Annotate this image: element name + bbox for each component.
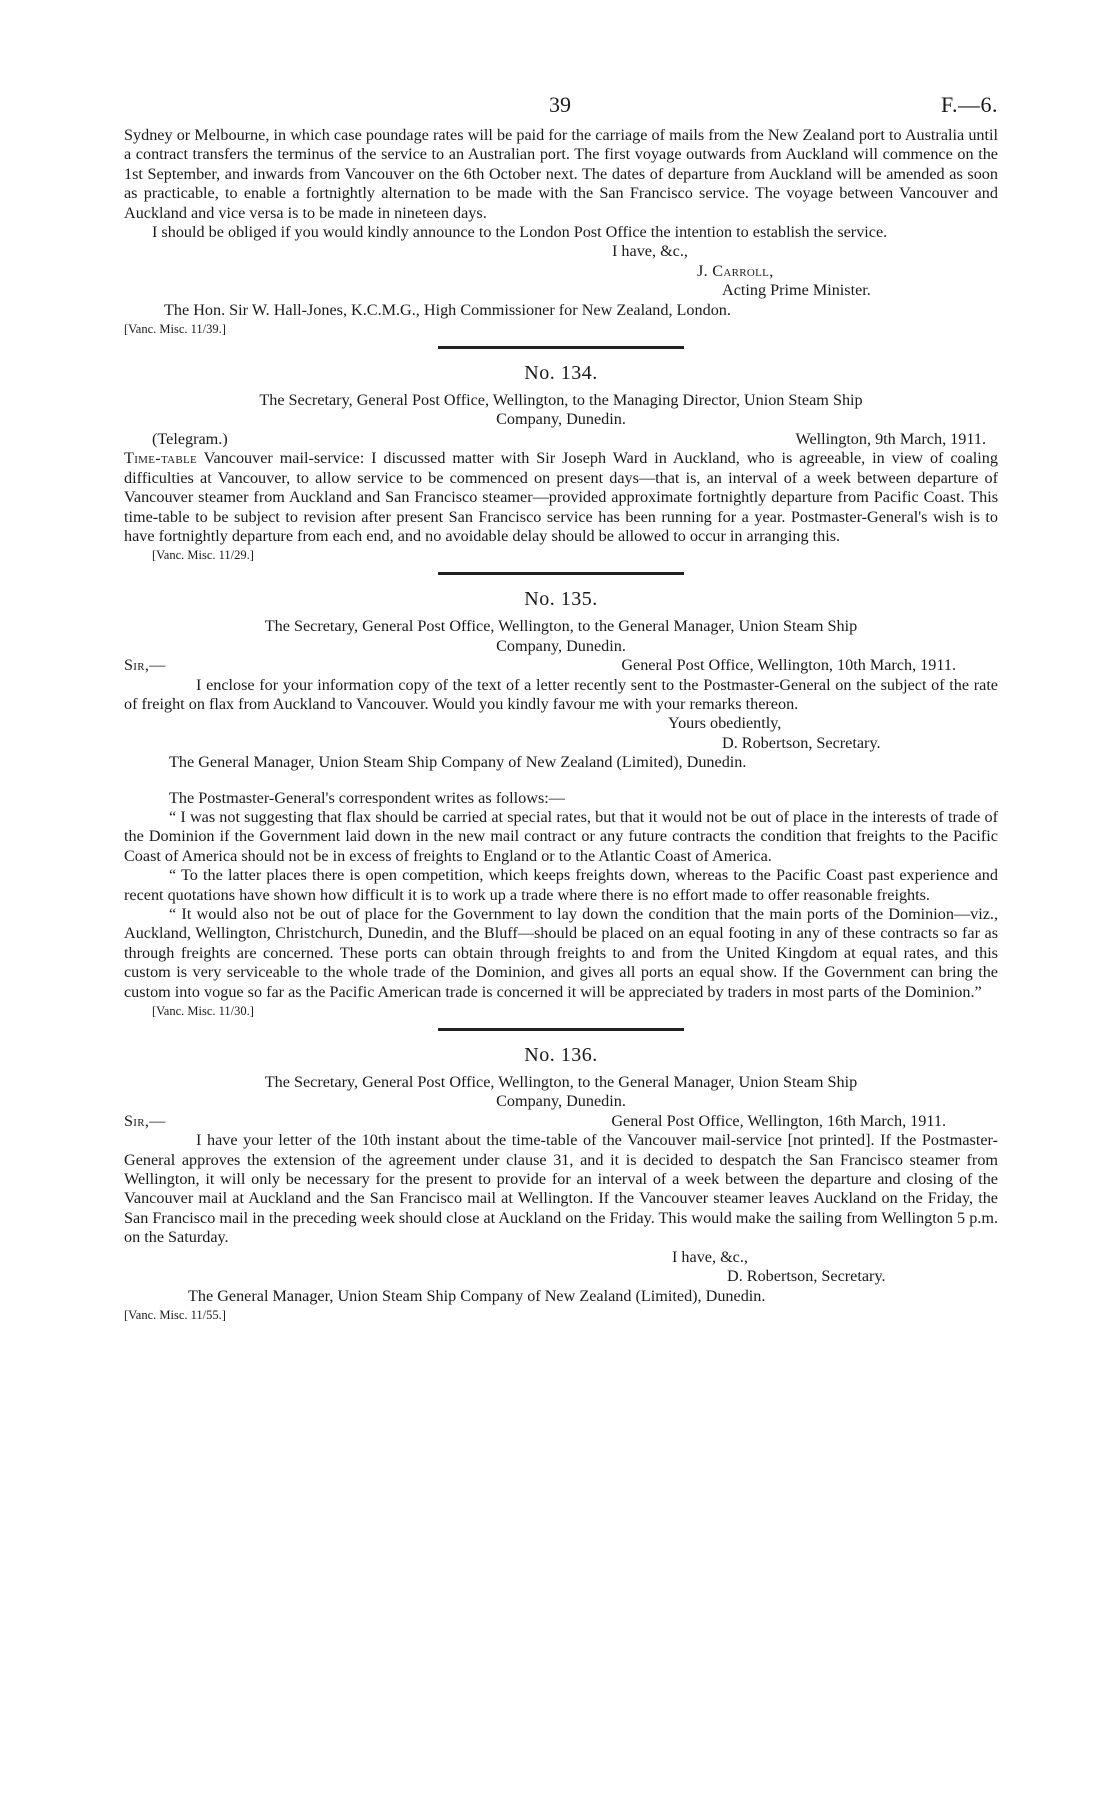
from-to-line-2: Company, Dunedin. [496,1092,626,1111]
body-lead: Time-table [124,449,197,468]
letter-no-136 [124,1043,998,1324]
file-reference: [Vanc. Misc. 11/30.] [152,1004,254,1019]
letter-body: I have your letter of the 10th instant about the time-table of the Vancouver mail-service [not printed]. If the Postmaster-General approves the extension of the agreement under clause 31, and it is decided to despatch the San Francisco steamer from Wellington, it will only be necessary for the present to provide for an interval of a week between the departure and closing of the Vancouver mail at Auckland and the San Francisco mail at Wellington. If the Vancouver steamer leaves Auckland on the Friday, the San Francisco mail in the preceding week should close at Auckland on the Friday. This would make the sailing from Wellington 5 p.m. on the Saturday. [124,1131,998,1247]
salutation-date-row [124,656,998,675]
section-divider [438,572,684,575]
letter-heading: No. 134. [524,362,598,385]
addressee: The Hon. Sir W. Hall-Jones, K.C.M.G., High Commissioner for New Zealand, London. [164,300,731,319]
signature-name: J. Carroll, [697,261,774,280]
quote-paragraph-3: “ It would also not be out of place for the Government to lay down the condition that the main ports of the Dominion—viz., Auckland, Wellington, Christchurch, Dunedin, and the Bluff—should be placed on an equal footing in any of these contracts so far as through freights are concerned. These ports can obtain through freights to and from the United Kingdom at equal rates, and this custom is very serviceable to the whole trade of the Dominion, and gives all ports an equal show. If the Government can bring the custom into vogue so far as the Pacific American trade is concerned it will be appreciated by traders in most parts of the Dominion.” [124,905,998,1001]
document-page [124,92,998,1324]
enclosure-intro: The Postmaster-General's correspondent writes as follows:— [169,788,565,807]
letter-date: General Post Office, Wellington, 10th March, 1911. [621,656,956,675]
continued-paragraph-2: I should be obliged if you would kindly announce to the London Post Office the intention to establish the service. [152,223,888,242]
continued-letter [124,126,998,338]
salutation: Sir,— [124,656,166,675]
body-text: Vancouver mail-service: I discussed matter with Sir Joseph Ward in Auckland, who is agreeable, in view of coaling difficulties at Vancouver, to allow service to be commenced on present days—that is, an interval of a week between departure of Vancouver steamer from Auckland and San Francisco steamer—provided approximate fortnightly departure from Pacific Coast. This time-table to be subject to revision after present San Francisco service has been running for a year. Postmaster-General's wish is to have fortnightly departure from each end, and no avoidable delay should be allowed to occur in arranging this. [124,449,998,545]
letter-date: Wellington, 9th March, 1911. [795,429,986,448]
from-to-line: The Secretary, General Post Office, Wellington, to the General Manager, Union Steam Ship [264,617,858,636]
letter-date: General Post Office, Wellington, 16th March, 1911. [611,1111,946,1130]
from-to-line-2: Company, Dunedin. [496,636,626,655]
type-date-row [124,430,998,449]
addressee: The General Manager, Union Steam Ship Company of New Zealand (Limited), Dunedin. [169,753,747,772]
signature: D. Robertson, Secretary. [727,1267,886,1286]
letter-heading: No. 136. [524,1044,598,1067]
letter-body: I enclose for your information copy of the text of a letter recently sent to the Postmaster-General on the subject of the rate of freight on flax from Auckland to Vancouver. Would you kindly favour me with your remarks thereon. [124,675,998,713]
file-reference: [Vanc. Misc. 11/55.] [124,1307,226,1322]
closing: Yours obediently, [668,714,782,733]
letter-body [124,449,998,546]
signature: D. Robertson, Secretary. [722,733,881,752]
page-header [124,92,998,126]
from-to-line-2: Company, Dunedin. [496,410,626,429]
page-number: 39 [549,92,571,117]
quote-paragraph: “ I was not suggesting that flax should be carried at special rates, but that it would not be out of place in the interests of trade of the Dominion if the Government laid down in the new mail contract or any future contracts the condition that freights to the Pacific Coast of America should not be in excess of freights to England or to the Atlantic Coast of America. [124,807,998,865]
quote-paragraph-2: “ To the latter places there is open competition, which keeps freights down, whereas to the Pacific Coast past experience and recent quotations have shown how difficult it is to work up a trade where there is no effort made to offer reasonable freights. [124,866,998,904]
continued-paragraph: Sydney or Melbourne, in which case poundage rates will be paid for the carriage of mails from the New Zealand port to Australia until a contract transfers the terminus of the service to an Australian port. The first voyage outwards from Auckland will commence on the 1st September, and inwards from Vancouver on the 6th October next. The dates of departure from Auckland will be amended as soon as practicable, to enable a fortnightly alternation to be made with the San Francisco service. The voyage between Vancouver and Auckland and vice versa is to be made in nineteen days. [124,126,998,222]
salutation: Sir,— [124,1111,166,1130]
closing: I have, &c., [672,1247,748,1266]
from-to-line: The Secretary, General Post Office, Wellington, to the Managing Director, Union Steam Ship [259,391,863,410]
salutation-date-row [124,1112,998,1131]
file-reference: [Vanc. Misc. 11/29.] [152,548,254,563]
signature-title: Acting Prime Minister. [722,281,871,300]
from-to-line: The Secretary, General Post Office, Wellington, to the General Manager, Union Steam Ship [264,1073,858,1092]
section-divider [438,346,684,349]
letter-type: (Telegram.) [152,429,228,448]
letter-no-135 [124,587,998,1020]
file-reference: [Vanc. Misc. 11/39.] [124,322,226,337]
document-reference: F.—6. [941,92,998,117]
letter-heading: No. 135. [524,588,598,611]
section-divider [438,1028,684,1031]
closing: I have, &c., [612,242,688,261]
letter-no-134 [124,361,998,564]
addressee: The General Manager, Union Steam Ship Company of New Zealand (Limited), Dunedin. [188,1286,766,1305]
